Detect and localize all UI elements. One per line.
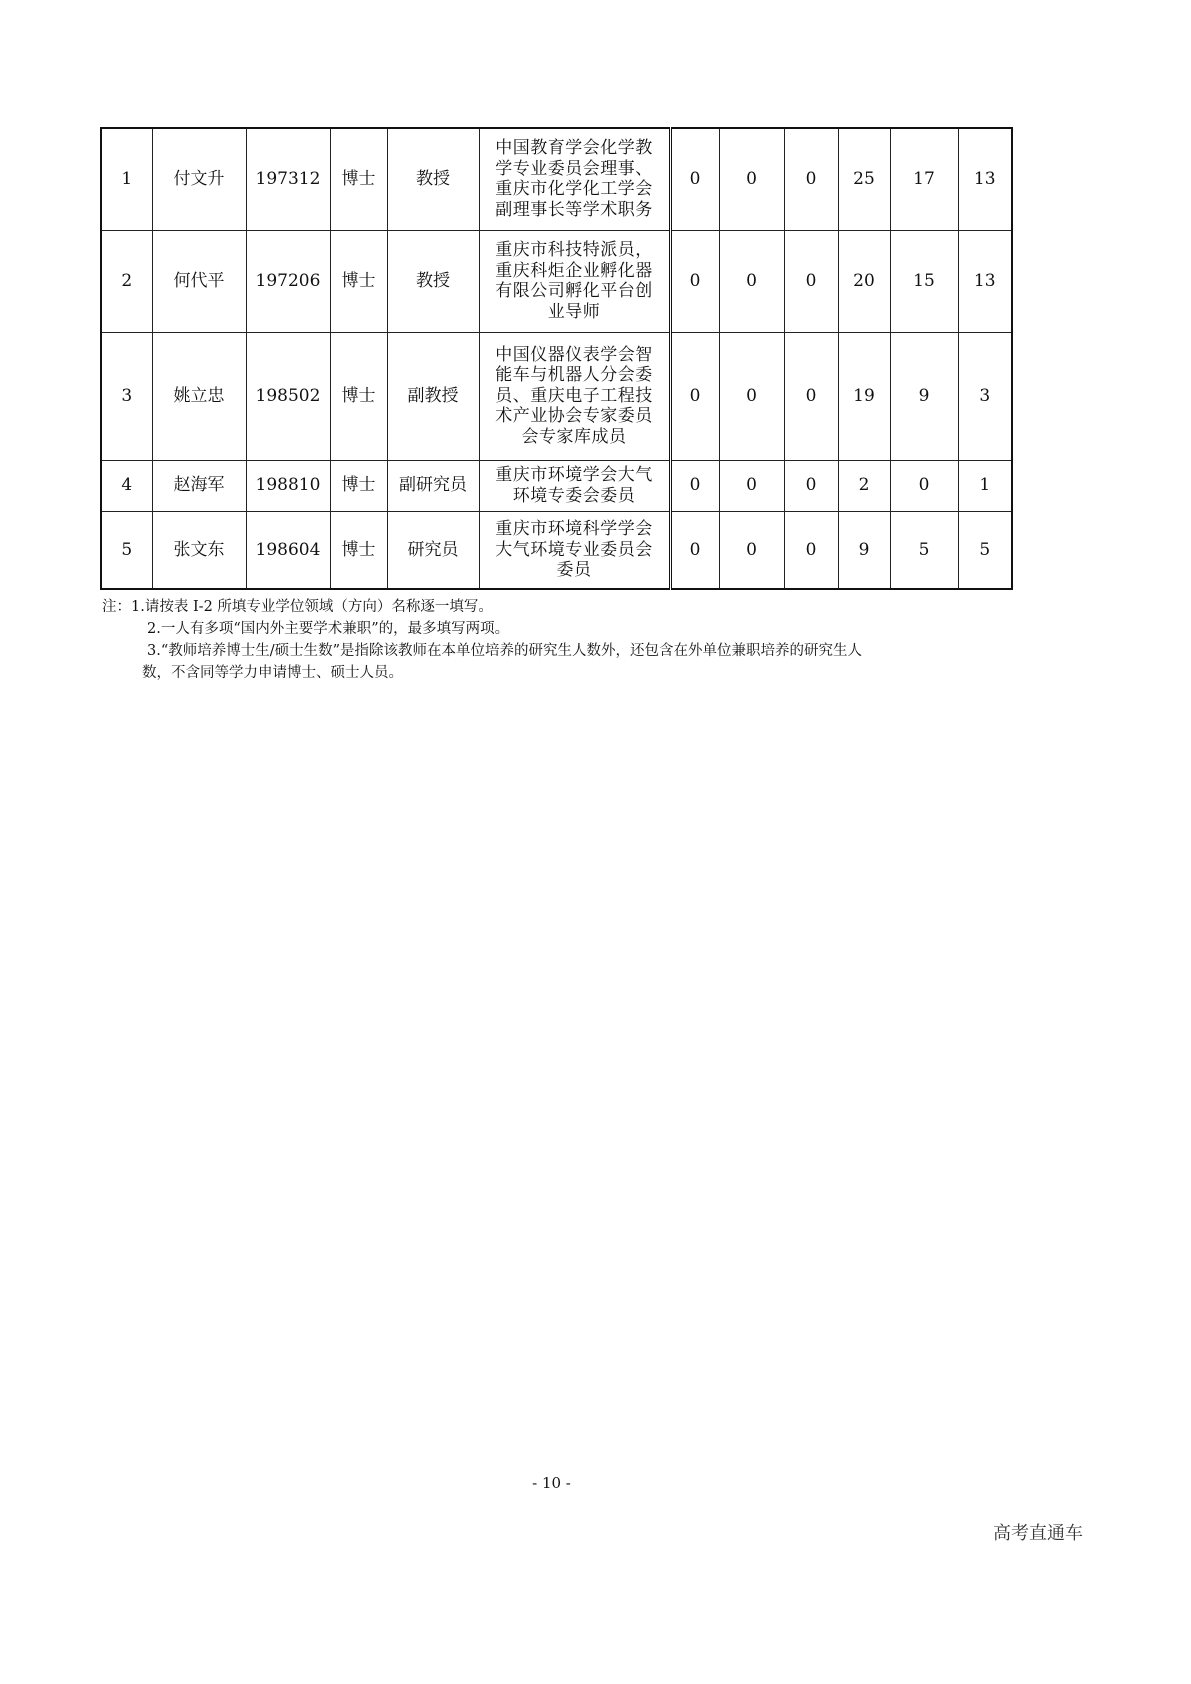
- count-cell: 0: [784, 230, 838, 332]
- affiliation-line: 重庆市环境学会大气: [495, 465, 653, 485]
- birth-date-cell: 198502: [246, 332, 330, 460]
- count-cell: 0: [719, 460, 784, 511]
- count-cell: 19: [838, 332, 890, 460]
- birth-date-cell: 198810: [246, 460, 330, 511]
- birth-date-cell: 197206: [246, 230, 330, 332]
- degree-cell: 博士: [330, 332, 387, 460]
- affiliation-line: 学专业委员会理事、: [495, 158, 653, 179]
- count-cell: 1: [958, 460, 1012, 511]
- affiliation-line: 员、重庆电子工程技: [495, 385, 653, 406]
- name-cell: 张文东: [152, 511, 246, 589]
- page-number: - 10 -: [532, 1474, 571, 1492]
- birth-date-cell: 198604: [246, 511, 330, 589]
- table-row: [101, 230, 1012, 332]
- title-cell: 副研究员: [387, 460, 479, 511]
- note-1: 注：1.请按表 I-2 所填专业学位领域（方向）名称逐一填写。: [102, 599, 493, 615]
- count-cell: 0: [784, 128, 838, 230]
- count-cell: 2: [838, 460, 890, 511]
- note-3-continued: 数，不含同等学力申请博士、硕士人员。: [142, 665, 403, 681]
- row-number-cell: 1: [101, 128, 152, 230]
- affiliation-line: 中国教育学会化学教: [495, 138, 653, 159]
- affiliation-line: 委员: [556, 560, 592, 580]
- faculty-table: [100, 127, 1013, 590]
- count-cell: 9: [838, 511, 890, 589]
- degree-cell: 博士: [330, 460, 387, 511]
- affiliation-line: 副理事长等学术职务: [495, 199, 653, 220]
- count-cell: 0: [670, 230, 719, 332]
- affiliation-line: 会专家库成员: [521, 426, 627, 447]
- count-cell: 0: [784, 332, 838, 460]
- note-2: 2.一人有多项“国内外主要学术兼职”的，最多填写两项。: [147, 621, 510, 637]
- count-cell: 5: [958, 511, 1012, 589]
- count-cell: 17: [890, 128, 958, 230]
- count-cell: 0: [670, 332, 719, 460]
- table-row: [101, 332, 1012, 460]
- title-cell: 教授: [387, 230, 479, 332]
- name-cell: 赵海军: [152, 460, 246, 511]
- degree-cell: 博士: [330, 230, 387, 332]
- name-cell: 姚立忠: [152, 332, 246, 460]
- name-cell: 付文升: [152, 128, 246, 230]
- note-3: 3.“教师培养博士生/硕士生数”是指除该教师在本单位培养的研究生人数外，还包含在外单位兼职培养的研究生人: [147, 643, 863, 659]
- affiliation-cell: [479, 460, 670, 511]
- count-cell: 13: [958, 230, 1012, 332]
- count-cell: 0: [670, 128, 719, 230]
- degree-cell: 博士: [330, 128, 387, 230]
- count-cell: 3: [958, 332, 1012, 460]
- row-number-cell: 3: [101, 332, 152, 460]
- table-row: [101, 128, 1012, 230]
- affiliation-line: 大气环境专业委员会: [495, 539, 653, 560]
- count-cell: 0: [719, 230, 784, 332]
- affiliation-cell: [479, 511, 670, 589]
- name-cell: 何代平: [152, 230, 246, 332]
- count-cell: 0: [670, 460, 719, 511]
- affiliation-line: 重庆市科技特派员，: [495, 240, 653, 260]
- row-number-cell: 2: [101, 230, 152, 332]
- count-cell: 0: [719, 128, 784, 230]
- affiliation-line: 术产业协会专家委员: [495, 406, 653, 427]
- degree-cell: 博士: [330, 511, 387, 589]
- affiliation-cell: [479, 128, 670, 230]
- table-row: [101, 460, 1012, 511]
- title-cell: 研究员: [387, 511, 479, 589]
- count-cell: 0: [784, 511, 838, 589]
- count-cell: 0: [719, 511, 784, 589]
- count-cell: 5: [890, 511, 958, 589]
- title-cell: 副教授: [387, 332, 479, 460]
- count-cell: 0: [890, 460, 958, 511]
- affiliation-line: 业导师: [547, 301, 601, 322]
- affiliation-cell: [479, 332, 670, 460]
- table-row: [101, 511, 1012, 589]
- birth-date-cell: 197312: [246, 128, 330, 230]
- count-cell: 9: [890, 332, 958, 460]
- watermark-text: 高考直通车: [993, 1523, 1083, 1544]
- table-notes: [102, 596, 982, 684]
- count-cell: 20: [838, 230, 890, 332]
- affiliation-line: 环境专委会委员: [512, 485, 636, 506]
- row-number-cell: 4: [101, 460, 152, 511]
- count-cell: 0: [670, 511, 719, 589]
- affiliation-cell: [479, 230, 670, 332]
- row-number-cell: 5: [101, 511, 152, 589]
- count-cell: 13: [958, 128, 1012, 230]
- affiliation-line: 重庆市化学化工学会: [495, 179, 653, 200]
- count-cell: 0: [719, 332, 784, 460]
- affiliation-line: 能车与机器人分会委: [495, 365, 653, 386]
- affiliation-line: 重庆科炬企业孵化器: [495, 260, 653, 281]
- count-cell: 25: [838, 128, 890, 230]
- affiliation-line: 中国仪器仪表学会智: [495, 344, 653, 365]
- count-cell: 0: [784, 460, 838, 511]
- count-cell: 15: [890, 230, 958, 332]
- title-cell: 教授: [387, 128, 479, 230]
- affiliation-line: 有限公司孵化平台创: [495, 281, 653, 301]
- affiliation-line: 重庆市环境科学学会: [495, 519, 653, 539]
